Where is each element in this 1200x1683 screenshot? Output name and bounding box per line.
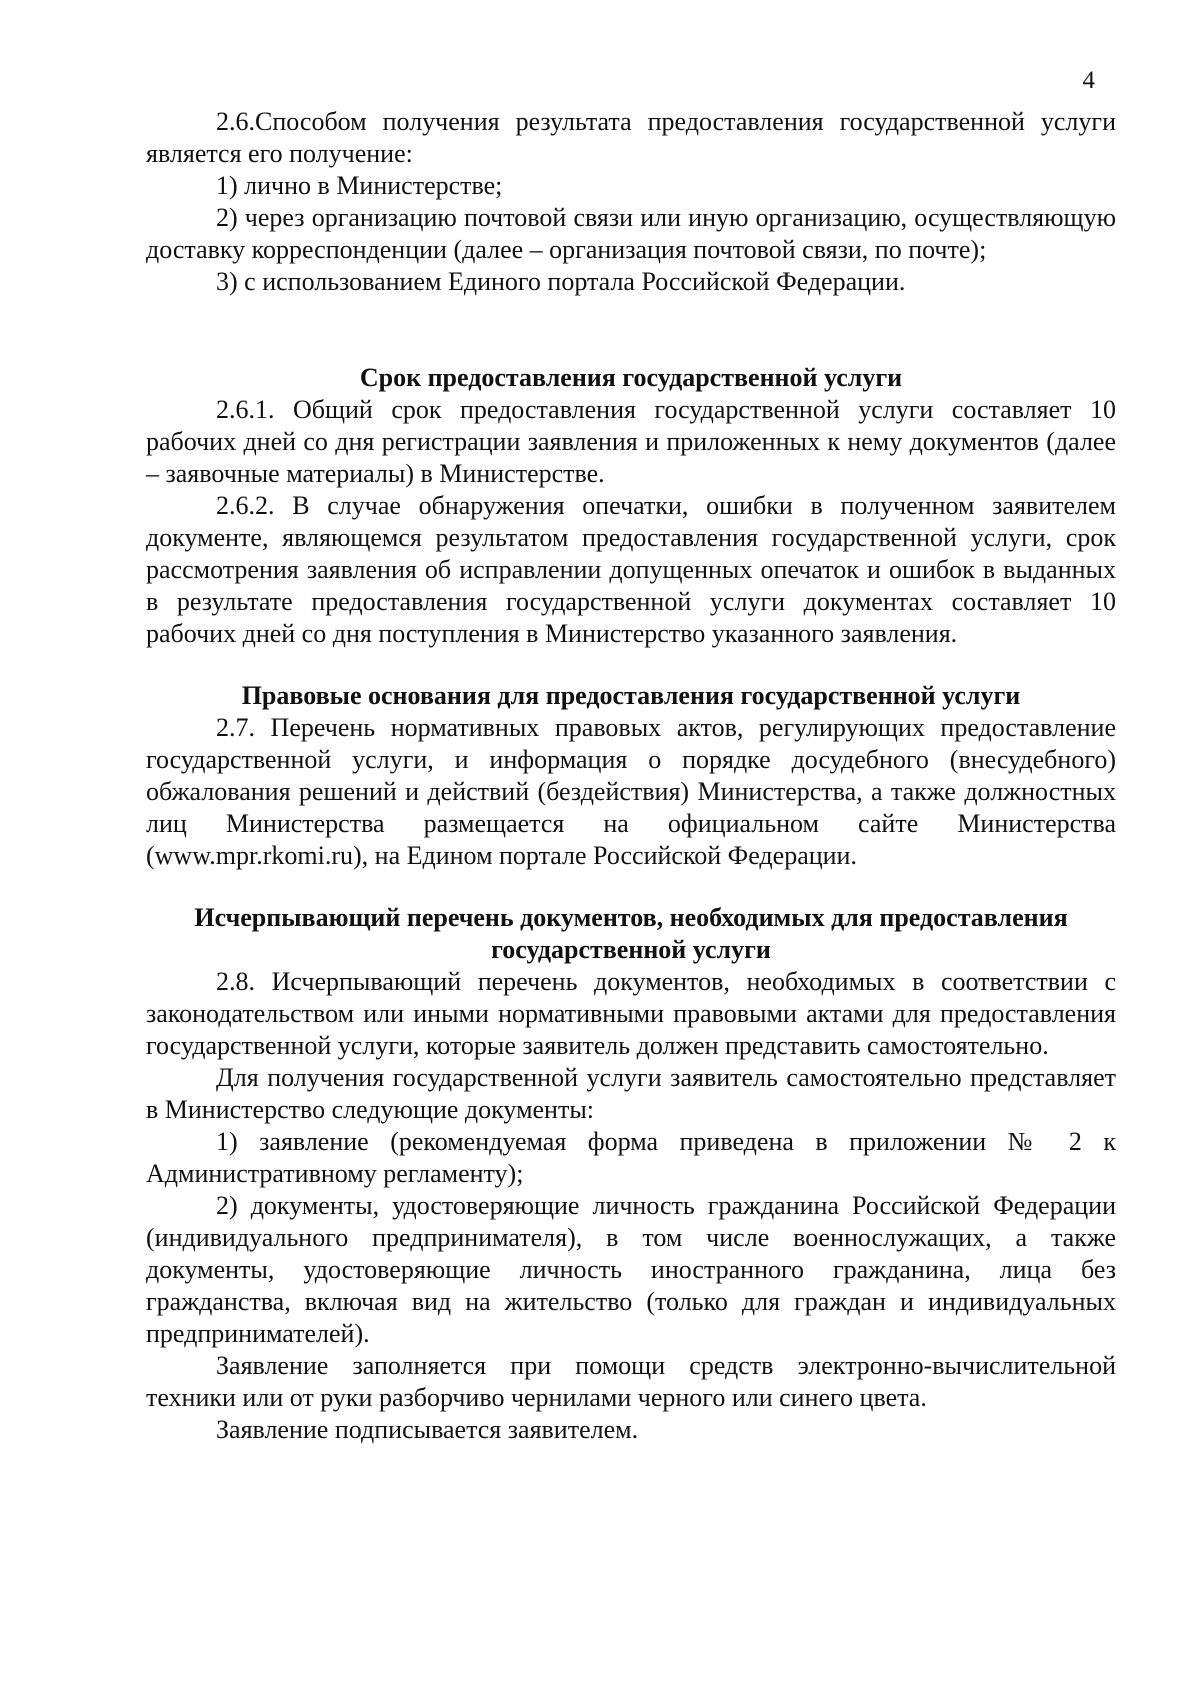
list-item-identity-documents: 2) документы, удостоверяющие личность гражданина Российской Федерации (индивидуального предпринимателя), в том числе военнослужащих, а также документы, удостоверяющие личность иностранного гражданина, лица без гражданства, включая вид на жительство (только для граждан и индивидуальных предпринимателей). (146, 1191, 1116, 1348)
list-item-application: 1) заявление (рекомендуемая форма приведена в приложении № 2 к Административному регламенту); (146, 1127, 1116, 1188)
section-heading-documents-line2: государственной услуги (491, 935, 771, 964)
paragraph-signature: Заявление подписывается заявителем. (216, 1415, 639, 1444)
list-item-in-person: 1) лично в Министерстве; (216, 171, 503, 200)
spacer (146, 872, 1116, 902)
list-item-portal: 3) с использованием Единого портала Российской Федерации. (216, 267, 906, 296)
section-heading-documents (146, 902, 1116, 966)
paragraph-applicant-submits: Для получения государственной услуги заявитель самостоятельно представляет в Министерство следующие документы: (146, 1063, 1116, 1124)
section-heading-documents-line1: Исчерпывающий перечень документов, необходимых для предоставления (194, 903, 1068, 932)
section-heading-legal: Правовые основания для предоставления государственной услуги (241, 681, 1021, 710)
document-body (146, 106, 1116, 1446)
spacer (146, 650, 1116, 680)
paragraph-2-7: 2.7. Перечень нормативных правовых актов, регулирующих предоставление государственной услуги, и информация о порядке досудебного (внесудебного) обжалования решений и действий (бездействия) Министерства, а также должностных лиц Министерства размещается на официальном сайте Министерства (www.mpr.rkomi.ru), на Едином портале Российской Федерации. (146, 713, 1116, 870)
paragraph-filling-rules: Заявление заполняется при помощи средств электронно-вычислительной техники или от руки разборчиво чернилами черного или синего цвета. (146, 1351, 1116, 1412)
section-heading-term: Срок предоставления государственной услуги (359, 363, 903, 392)
paragraph-2-6-1: 2.6.1. Общий срок предоставления государственной услуги составляет 10 рабочих дней со дня регистрации заявления и приложенных к нему документов (далее – заявочные материалы) в Министерстве. (146, 395, 1116, 488)
list-item-by-post: 2) через организацию почтовой связи или иную организацию, осуществляющую доставку корреспонденции (далее – организация почтовой связи, по почте); (146, 203, 1116, 264)
spacer (146, 298, 1116, 362)
paragraph-2-6-2: 2.6.2. В случае обнаружения опечатки, ошибки в полученном заявителем документе, являющемся результатом предоставления государственной услуги, срок рассмотрения заявления об исправлении допущенных опечаток и ошибок в выданных в результате предоставления государственной услуги документах составляет 10 рабочих дней со дня поступления в Министерство указанного заявления. (146, 491, 1116, 648)
paragraph-2-8: 2.8. Исчерпывающий перечень документов, необходимых в соответствии с законодательством или иными нормативными правовыми актами для предоставления государственной услуги, которые заявитель должен представить самостоятельно. (146, 967, 1116, 1060)
paragraph-2-6: 2.6.Способом получения результата предоставления государственной услуги является его получение: (146, 107, 1116, 168)
page-number: 4 (1082, 67, 1095, 94)
